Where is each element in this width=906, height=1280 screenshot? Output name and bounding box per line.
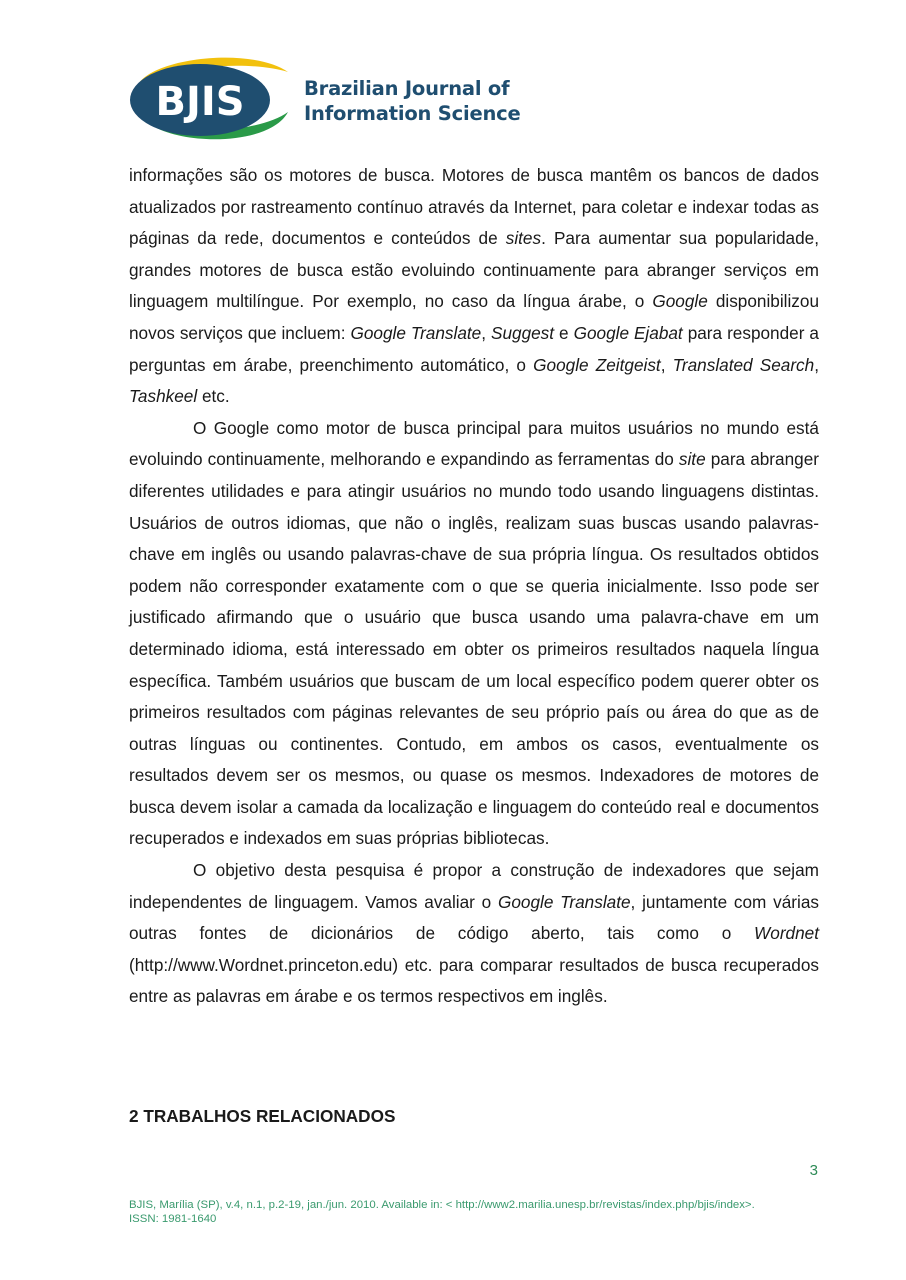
section-heading: 2 TRABALHOS RELACIONADOS: [129, 1106, 396, 1126]
journal-name-line1: Brazilian Journal of: [304, 77, 510, 100]
italic-term: Google Zeitgeist: [533, 354, 661, 375]
text-run: para abranger diferentes utilidades e para atingir usuários no mundo todo usando linguagens distintas. Usuários de outros idiomas, que não o inglês, realizam suas buscas usando palavras-chave em inglês ou usando palavras-chave de sua própria língua. Os resultados obtidos podem não corresponder exatamente com o que se queria inicialmente. Isso pode ser justificado afirmando que o usuário que busca usando uma palavra-chave em um determinado idioma, está interessado em obter os primeiros resultados naquela língua específica. Também usuários que buscam de um local específico podem querer obter os primeiros resultados com páginas relevantes de seu próprio país ou área do que as de outras línguas ou continentes. Contudo, em ambos os casos, eventualmente os resultados devem ser os mesmos, ou quase os mesmos. Indexadores de motores de busca devem isolar a camada da localização e linguagem do conteúdo real e documentos recuperados e indexados em suas próprias bibliotecas.: [129, 449, 819, 849]
paragraph-3: [129, 855, 819, 1013]
text-run: informações são os motores de busca. Motores de busca mantêm os bancos de dados atualizados por rastreamento contínuo através da Internet, para coletar e indexar todas as páginas da rede, documentos e conteúdos de: [129, 165, 819, 249]
italic-term: site: [678, 449, 706, 470]
article-body: [129, 160, 819, 1013]
journal-name-line2: Information Science: [304, 102, 521, 125]
text-run: , juntamente com várias outras fontes de dicionários de código aberto, tais como o: [129, 891, 819, 944]
text-run: etc.: [197, 386, 230, 407]
footer-issn: ISSN: 1981-1640: [129, 1213, 217, 1225]
text-run: e: [554, 322, 574, 343]
citation-footer: [129, 1198, 819, 1226]
text-run: disponibilizou novos serviços que incluem:: [129, 291, 820, 343]
text-run: O objetivo desta pesquisa é propor a construção de indexadores que sejam independentes de linguagem. Vamos avaliar o: [129, 860, 819, 912]
italic-term: Google Translate: [350, 322, 482, 343]
italic-term: Google: [652, 291, 708, 312]
paragraph-1: [129, 160, 819, 413]
text-run: ,: [814, 354, 819, 375]
footer-citation: BJIS, Marília (SP), v.4, n.1, p.2-19, jan./jun. 2010. Available in: < http://www2.marilia.unesp.br/revistas/index.php/bjis/index>.: [129, 1199, 755, 1211]
journal-name: [304, 76, 521, 126]
italic-term: sites: [505, 228, 542, 249]
text-run: ,: [660, 354, 673, 375]
text-run: O Google como motor de busca principal para muitos usuários no mundo está evoluindo continuamente, melhorando e expandindo as ferramentas do: [129, 417, 819, 470]
italic-term: Google Ejabat: [573, 322, 683, 343]
text-run: ,: [481, 322, 491, 343]
text-run: (http://www.Wordnet.princeton.edu) etc. para comparar resultados de busca recuperados entre as palavras em árabe e os termos respectivos em inglês.: [129, 954, 819, 1007]
paragraph-2: [129, 413, 819, 855]
text-run: para responder a perguntas em árabe, preenchimento automático, o: [129, 322, 819, 375]
italic-term: Wordnet: [754, 923, 819, 944]
italic-term: Translated Search: [672, 354, 815, 375]
journal-header: [128, 50, 548, 148]
bjis-logo-icon: [128, 50, 294, 148]
italic-term: Suggest: [490, 322, 555, 343]
page-number: 3: [809, 1162, 818, 1179]
text-run: . Para aumentar sua popularidade, grandes motores de busca estão evoluindo continuamente para abranger serviços em linguagem multilíngue. Por exemplo, no caso da língua árabe, o: [129, 228, 819, 312]
logo-text: BJIS: [155, 79, 245, 125]
italic-term: Tashkeel: [129, 386, 198, 407]
italic-term: Google Translate: [497, 891, 631, 912]
